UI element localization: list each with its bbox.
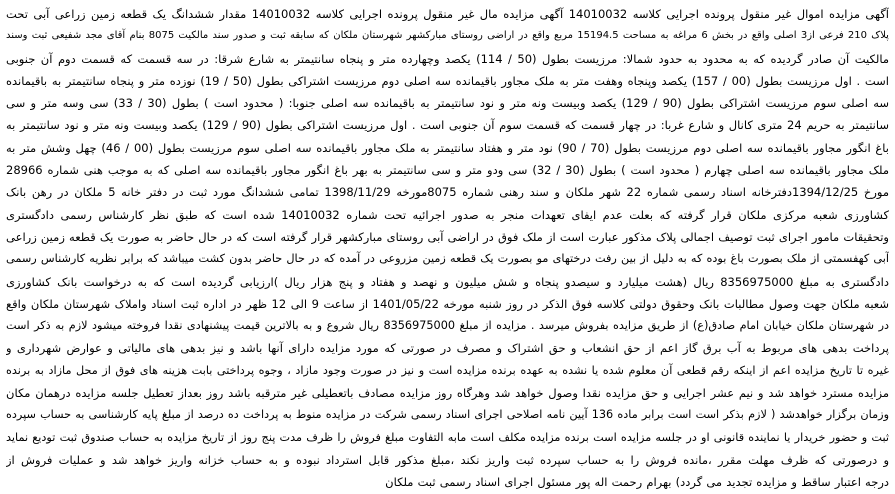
notice-line-15: در شهرستان ملکان خیابان امام صادق(ع) از طریق مزایده بفروش میرسد . مزایده از مبلغ 8356975000 ریال شروع و به بالاترین قیمت پیشنهادی نقدا فروخته میشود لازم به ذکر است — [6, 319, 889, 333]
notice-line-17: غیره تا تاریخ مزایده اعم از اینکه رقم قطعی آن معلوم شده یا نشده به عهده برنده مزایده است و نیز در صورت وجود مازاد ، وجوه پرداختی بابت هزینه های فوق از محل مازاد به برنده — [6, 363, 889, 377]
notice-line-2: پلاک 210 فرعی از3 اصلی واقع در بخش 6 مراغه به مساحت 15194.5 مربع واقع در اراضی روستای مبارکشهر شهرستان ملکان که سابقه ثبت و صدور سند مالکیت 8075 بنام آقای مجد شفیعی ثبت وسند — [6, 30, 889, 42]
notice-line-18: مزایده مسترد خواهد شد و نیم عشر اجرایی و حق مزایده نقدا وصول خواهد شد وهرگاه روز مزایده مصادف باتعطیلی غیر مترقبه باشد روز بعداز تعطیل جلسه مزایده درهمان مکان — [6, 386, 889, 401]
notice-line-1: آگهی مزایده اموال غیر منقول پرونده اجرایی کلاسه 14010032 آگهی مزایده مال غیر منقول پرونده اجرایی کلاسه 14010032 مقدار ششدانگ یک قطعه زمین زراعی آبی تحت — [6, 7, 889, 21]
notice-line-7: باغ انگور مجاور باقیمانده سه اصلی دوم مرزیست بطول (70 / 90) نود متر و هفتاد سانتیمتر به ملک مجاور باقیمانده سه اصلی سوم مرزیست بطول (00 / 46) چهل وشش متر به — [6, 140, 889, 155]
notice-line-20: ثبت و حضور خریدار یا نماینده قانونی او در جلسه مزایده است برنده مزایده مکلف است مابه التفاوت مبلغ فروش را ظرف مدت پنج روز از تاریخ مزایده به حساب صندوق ثبت تودیع نماید — [6, 430, 889, 444]
notice-line-8: ملک مجاور باقیمانده سه اصلی چهارم ( محدود است ) بطول (30 / 32) سی ودو متر و سی سانتیمتر به بهر باغ انگور مجاور باقیمانده سه اصلی که به موجب هنی شماره 28966 — [6, 163, 889, 178]
notice-line-9: مورخ 1394/12/25دفترخانه اسناد رسمی شماره 22 شهر ملکان و سند رهنی شماره 8075مورخه 1398/11/29 تمامی ششدانگ مورد ثبت در دفتر خانه 5 ملکان در رهن بانک — [6, 185, 889, 200]
notice-line-3: مالکیت آن صادر گردیده که به محدود به حدود شمالا: مرزیست بطول (50 / 114) یکصد وچهارده متر و پنجاه سانتیمتر به شارع شرقا: در سه قسمت که قسمت دوم آن جنوبی — [6, 51, 889, 66]
notice-line-6: سانتیمتر به حریم 24 متری کانال و شارع غربا: در چهار قسمت که قسمت سوم آن جنوبی است . اول مرزیست اشتراکی بطول (90 / 129) یکصد وبیست ونه متر و نود سانتیمتر به — [6, 118, 889, 133]
notice-line-12: آبی کهفسمتی از ملک بصورت باغ بوده که به دلیل از بین رفت درختهای مو بصورت یک قطعه زمین مزروعی در آمده که در حال حاضر بدون کشت میباشد که برابر نظریه کارشناس رسمی — [6, 252, 889, 266]
notice-line-22: درجه اعتبار ساقط و مزایده تجدید می گردد) بهرام رحمت اله پور مسئول اجرای اسناد رسمی ثبت ملکان — [385, 475, 889, 490]
notice-line-11: وتحقیقات مامور اجرای ثبت توصیف اجمالی پلاک مذکور عبارت است از ملک فوق در اراضی آبی روستای مبارکشهر قرار گرفته است که در حال حاضر به صورت یک قطعه زمین زراعی — [6, 229, 889, 244]
notice-line-13: دادگستری به مبلغ 8356975000 ریال (هشت میلیارد و سیصدو پنجاه و شش میلیون و نهصد و هفتاد و پنج هزار ریال )ارزیابی گردیده است که به درخواست بانک کشاورزی — [6, 274, 889, 289]
notice-line-10: کشاورزی شعبه مرکزی ملکان قرار گرفته که بعلت عدم ایفای تعهدات منجر به صدور اجرائیه تحت شماره 14010032 شده است که طبق نظر کارشناس رسمی دادگستری — [6, 207, 889, 222]
notice-line-19: وزمان برگزار خواهدشد ( لازم بذکر است است برابر ماده 136 آیین نامه اصلاحی اجرای اسناد رسمی شرکت در مزایده منوط به پرداخت ده درصد از مبلغ پایه کارشناسی به حساب سپرده — [6, 408, 889, 422]
notice-line-16: پرداخت بدهی های مربوط به آب برق گاز اعم از حق انشعاب و حق اشتراک و مصرف در صورتی که مورد مزایده دارای آنها باشد و نیز بدهی های مالیاتی و عوارض شهرداری و — [6, 341, 889, 356]
notice-line-14: شعبه ملکان جهت وصول مطالبات بانک وحقوق دولتی کلاسه فوق الذکر در روز شنبه مورخه 1401/05/22 از ساعت 9 الی 12 ظهر در اداره ثبت اسناد واملاک شهرستان ملکان واقع — [6, 296, 889, 311]
notice-line-4: است . اول مرزیست بطول (00 / 157) یکصد وپنجاه وهفت متر به ملک مجاور باقیمانده سه اصلی دوم مرزیست اشتراکی بطول (50 / 19) نوزده متر و پنجاه سانتیمتر به باقیمانده — [6, 73, 889, 88]
notice-line-5: سه اصلی سوم مرزیست اشتراکی بطول (90 / 129) یکصد وبیست ونه متر و نود سانتیمتر به باقیمانده سه اصلی جنوبا: ( محدود است ) بطول (30 / 33) سی وسه متر و سی — [6, 96, 889, 111]
notice-line-21: و درصورتی که ظرف مهلت مقرر ،مانده فروش را به حساب سپرده ثبت واریز نکند ،مبلغ مذکور قابل استرداد نبوده و به حساب خزانه واریز خواهد شد و عملیات فروش از — [6, 452, 889, 467]
